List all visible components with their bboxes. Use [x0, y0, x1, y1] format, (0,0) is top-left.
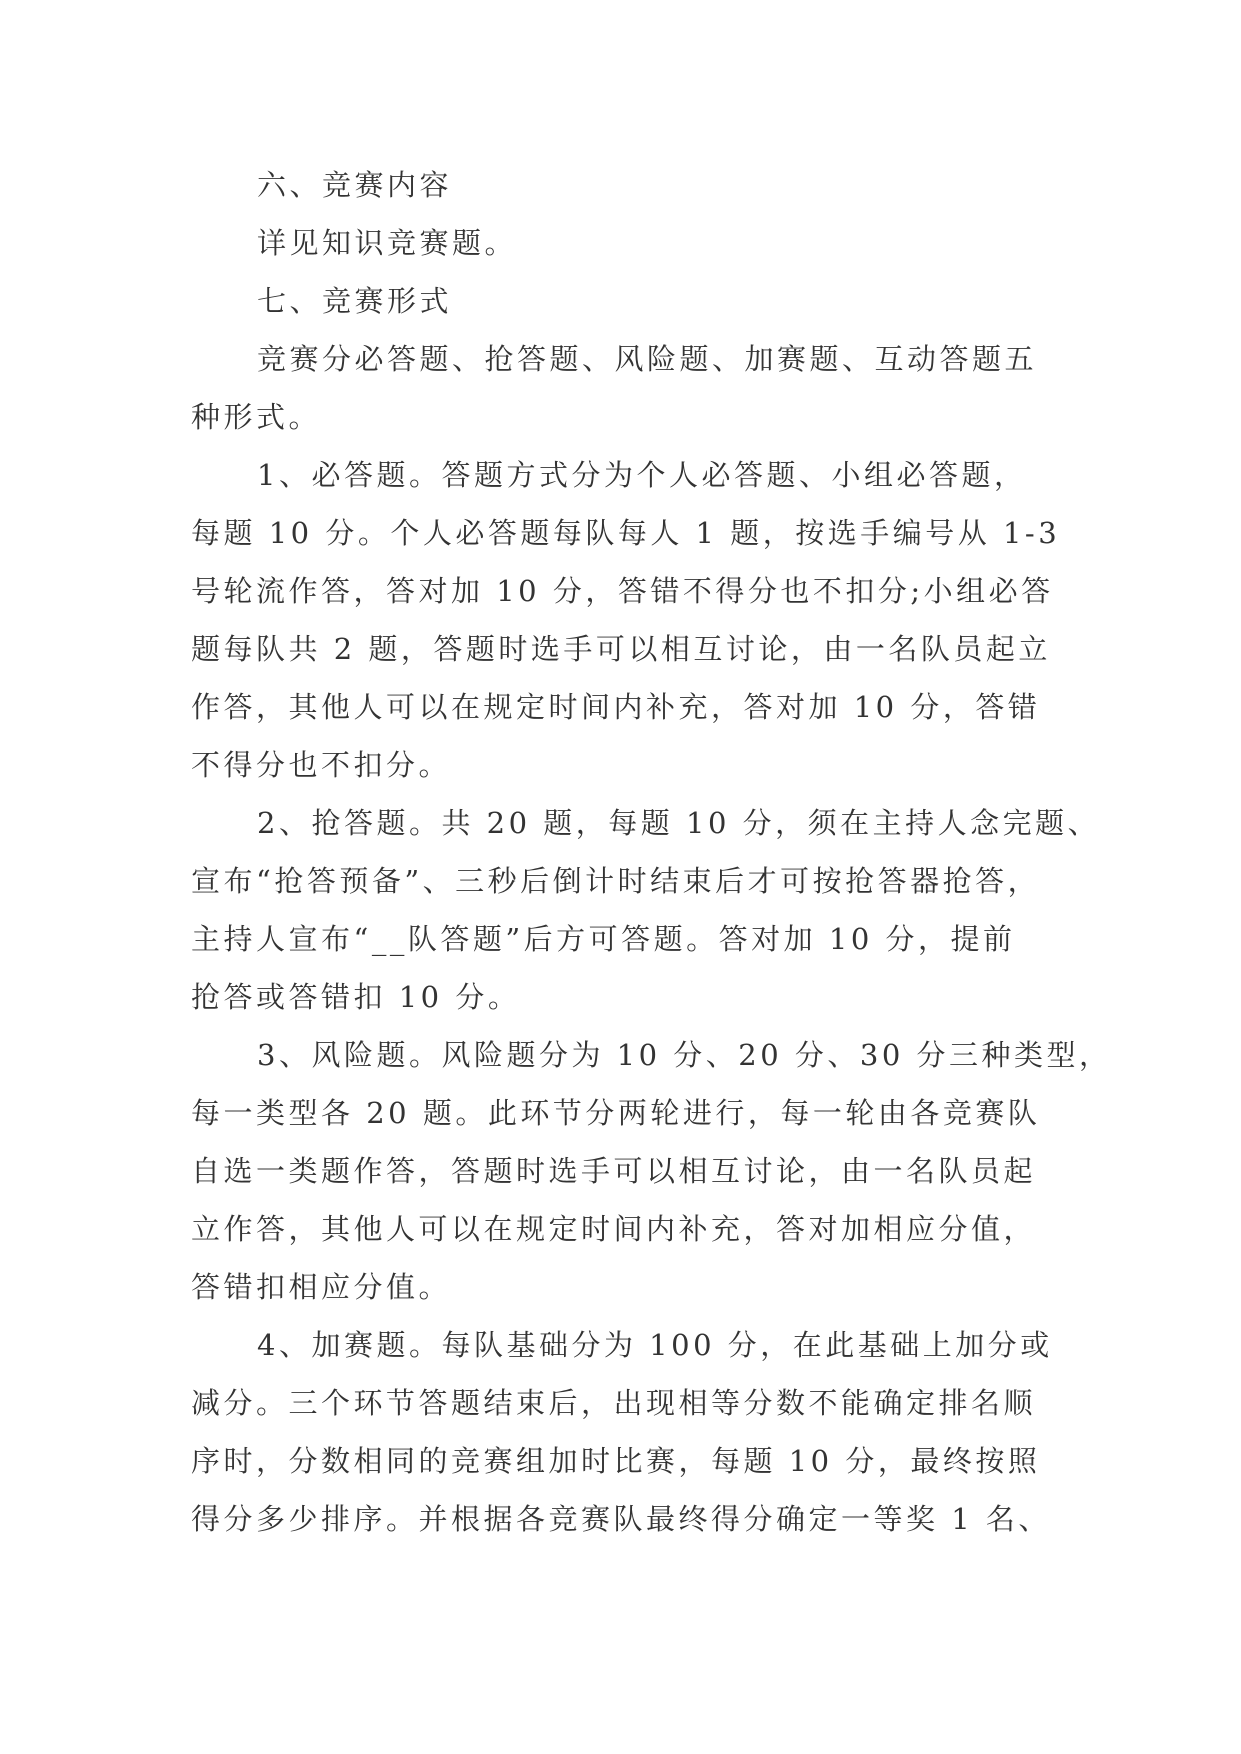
- paragraph-line: 号轮流作答，答对加 10 分，答错不得分也不扣分;小组必答: [191, 574, 1054, 608]
- paragraph-line: 竞赛分必答题、抢答题、风险题、加赛题、互动答题五: [257, 342, 1038, 376]
- paragraph-line: 主持人宣布“__队答题”后方可答题。答对加 10 分，提前: [191, 922, 1016, 956]
- paragraph-line: 序时，分数相同的竞赛组加时比赛，每题 10 分，最终按照: [191, 1444, 1041, 1478]
- document-body: [191, 156, 1112, 1548]
- paragraph-line: 抢答或答错扣 10 分。: [191, 980, 521, 1014]
- section-heading-six: 六、竞赛内容: [257, 168, 453, 202]
- paragraph-line: 自选一类题作答，答题时选手可以相互讨论，由一名队员起: [191, 1154, 1037, 1188]
- paragraph-line: 1、必答题。答题方式分为个人必答题、小组必答题，: [257, 458, 1027, 492]
- paragraph-line: 答错扣相应分值。: [191, 1270, 452, 1304]
- paragraph-line: 作答，其他人可以在规定时间内补充，答对加 10 分，答错: [191, 690, 1041, 724]
- paragraph-line: 得分多少排序。并根据各竞赛队最终得分确定一等奖 1 名、: [191, 1502, 1051, 1536]
- paragraph-line: 种形式。: [191, 400, 322, 434]
- paragraph-line: 每题 10 分。个人必答题每队每人 1 题，按选手编号从 1-3: [191, 516, 1061, 550]
- paragraph-line: 题每队共 2 题，答题时选手可以相互讨论，由一名队员起立: [191, 632, 1051, 666]
- paragraph-line: 2、抢答题。共 20 题，每题 10 分，须在主持人念完题、: [257, 806, 1101, 840]
- section-heading-seven: 七、竞赛形式: [257, 284, 453, 318]
- paragraph-line: 3、风险题。风险题分为 10 分、20 分、30 分三种类型，: [257, 1038, 1112, 1072]
- paragraph-line: 宣布“抢答预备”、三秒后倒计时结束后才可按抢答器抢答，: [191, 864, 1041, 898]
- paragraph-line: 4、加赛题。每队基础分为 100 分，在此基础上加分或: [257, 1328, 1053, 1362]
- paragraph-line: 立作答，其他人可以在规定时间内补充，答对加相应分值，: [191, 1212, 1037, 1246]
- paragraph-line: 详见知识竞赛题。: [257, 226, 518, 260]
- paragraph-line: 不得分也不扣分。: [191, 748, 452, 782]
- paragraph-line: 每一类型各 20 题。此环节分两轮进行，每一轮由各竞赛队: [191, 1096, 1041, 1130]
- paragraph-line: 减分。三个环节答题结束后，出现相等分数不能确定排名顺: [191, 1386, 1037, 1420]
